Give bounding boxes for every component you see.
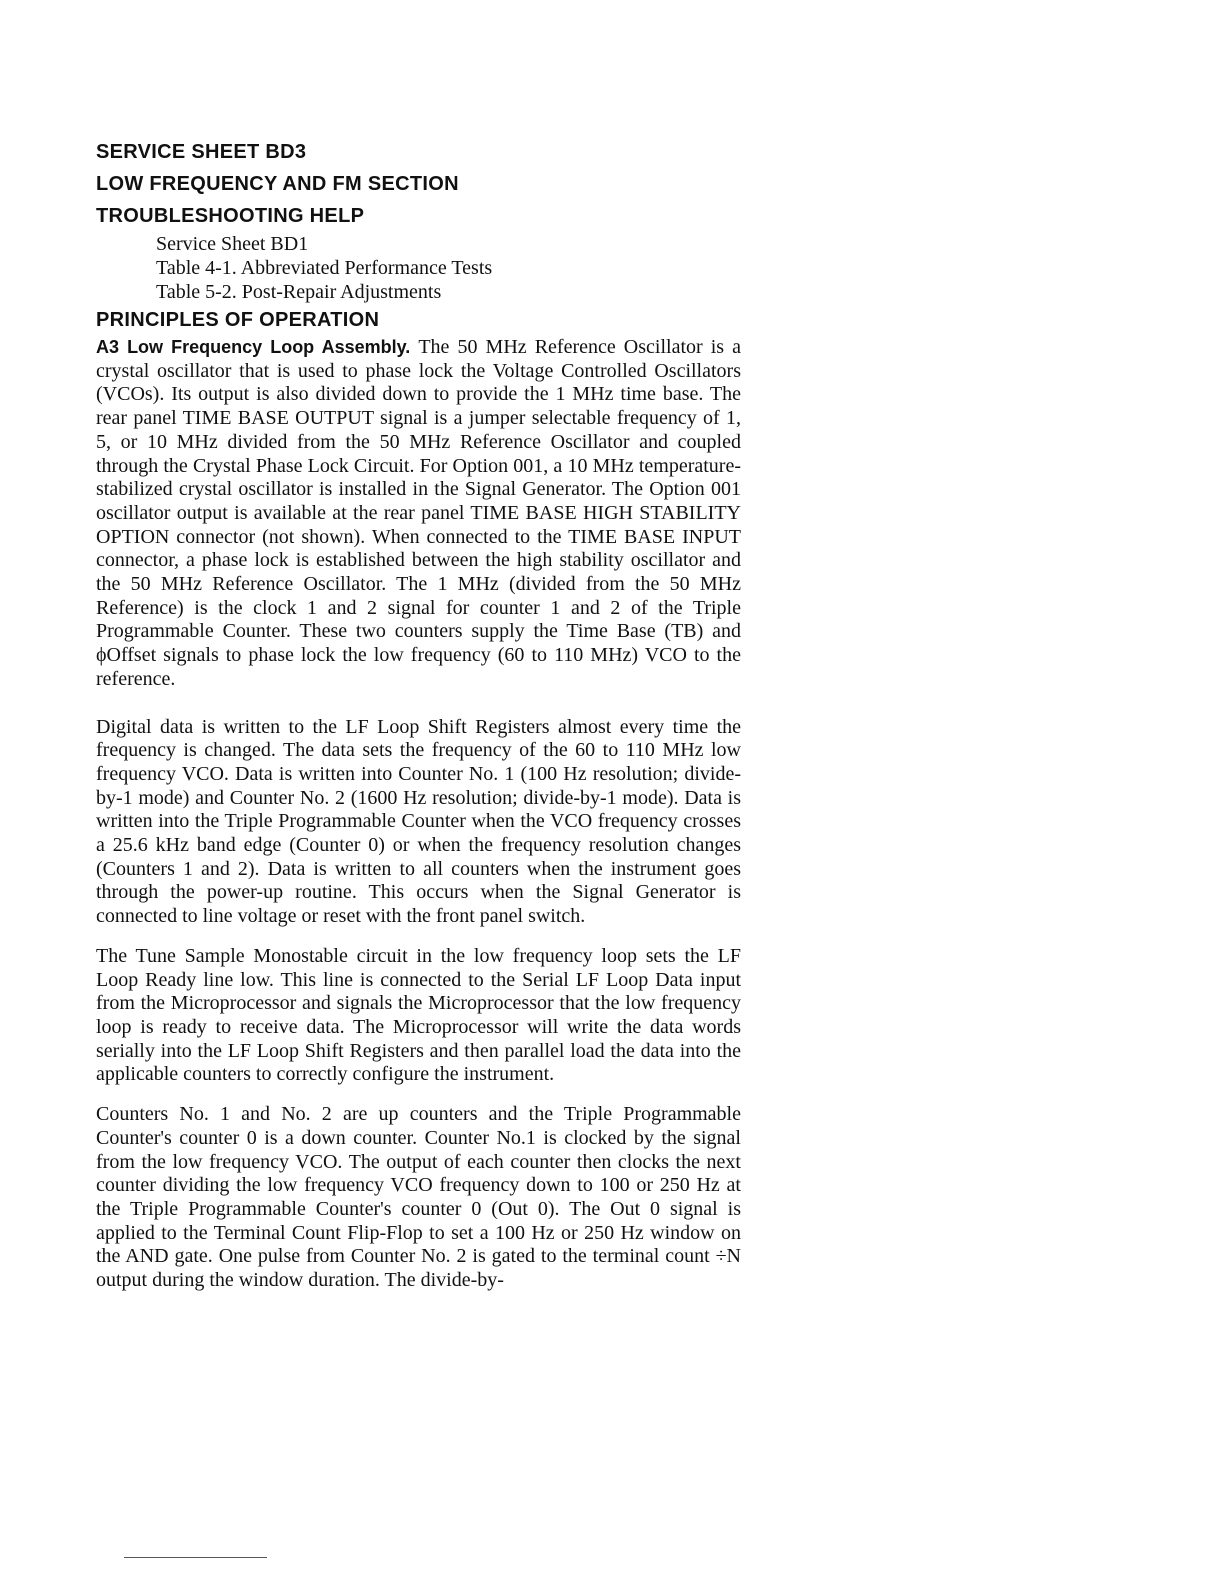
paragraph-text: Counters No. 1 and No. 2 are up counters and the Triple Programmable Counter's counter 0 is a down counter. Counter No.1 is clocked by the signal from the low frequency VCO. The output of each counter then clocks the next counter dividing the low frequency VCO frequency down to 100 or 250 Hz at the Triple Programmable Counter's counter 0 (Out 0). The Out 0 signal is applied to the Terminal Count Flip-Flop to set a 100 Hz or 250 Hz window on the AND gate. One pulse from Counter No. 2 is gated to the terminal count ÷N output during the window duration. The divide-by- xyxy=(96,1103,741,1292)
service-sheet-title: SERVICE SHEET BD3 xyxy=(96,141,307,163)
reference-item: Table 5-2. Post-Repair Adjustments xyxy=(156,281,442,303)
paragraph-lead: A3 Low Frequency Loop Assembly. xyxy=(96,337,419,357)
principles-heading: PRINCIPLES OF OPERATION xyxy=(96,309,380,331)
paragraph-counters xyxy=(96,1103,741,1293)
troubleshooting-references xyxy=(156,232,741,304)
paragraph-text: Digital data is written to the LF Loop Shift Registers almost every time the frequency is changed. The data sets the frequency of the 60 to 110 MHz low frequency VCO. Data is written into Counter No. 1 (100 Hz resolution; divide-by-1 mode) and Counter No. 2 (1600 Hz resolution; divide-by-1 mode). Data is written into the Triple Programmable Counter when the VCO frequency crosses a 25.6 kHz band edge (Counter 0) or when the frequency resolution changes (Counters 1 and 2). Data is written to all counters when the instrument goes through the power-up routine. This occurs when the Signal Generator is connected to line voltage or reset with the front panel switch. xyxy=(96,715,741,928)
paragraph-digital-data xyxy=(96,716,741,929)
paragraph-text: The 50 MHz Reference Oscillator is a crystal oscillator that is used to phase lock the Voltage Controlled Oscillators (VCOs). Its output is also divided down to provide the 1 MHz time base. The rear panel TIME BASE OUTPUT signal is a jumper selectable frequency of 1, 5, or 10 MHz divided from the 50 MHz Reference Oscillator and coupled through the Crystal Phase Lock Circuit. For Option 001, a 10 MHz temperature-stabilized crystal oscillator is installed in the Signal Generator. The Option 001 oscillator output is available at the rear panel TIME BASE HIGH STABILITY OPTION connector (not shown). When connected to the TIME BASE INPUT connector, a phase lock is established between the high stability oscillator and the 50 MHz Reference Oscillator. The 1 MHz (divided from the 50 MHz Reference) is the clock 1 and 2 signal for counter 1 and 2 of the Triple Programmable Counter. These two counters supply the Time Base (TB) and ϕOffset signals to phase lock the low frequency (60 to 110 MHz) VCO to the reference. xyxy=(96,336,742,690)
paragraph-tune-sample xyxy=(96,945,741,1087)
page-content xyxy=(96,136,741,1293)
section-title: LOW FREQUENCY AND FM SECTION xyxy=(96,173,459,195)
paragraph-a3-assembly xyxy=(96,336,741,692)
reference-item: Service Sheet BD1 xyxy=(156,233,309,255)
reference-item: Table 4-1. Abbreviated Performance Tests xyxy=(156,257,493,279)
paragraph-text: The Tune Sample Monostable circuit in the low frequency loop sets the LF Loop Ready line low. This line is connected to the Serial LF Loop Data input from the Microprocessor and signals the Microprocessor that the low frequency loop is ready to receive data. The Microprocessor will write the data words serially into the LF Loop Shift Registers and then parallel load the data into the applicable counters to correctly configure the instrument. xyxy=(96,944,741,1086)
troubleshooting-heading: TROUBLESHOOTING HELP xyxy=(96,205,365,227)
footer-rule xyxy=(124,1557,267,1558)
